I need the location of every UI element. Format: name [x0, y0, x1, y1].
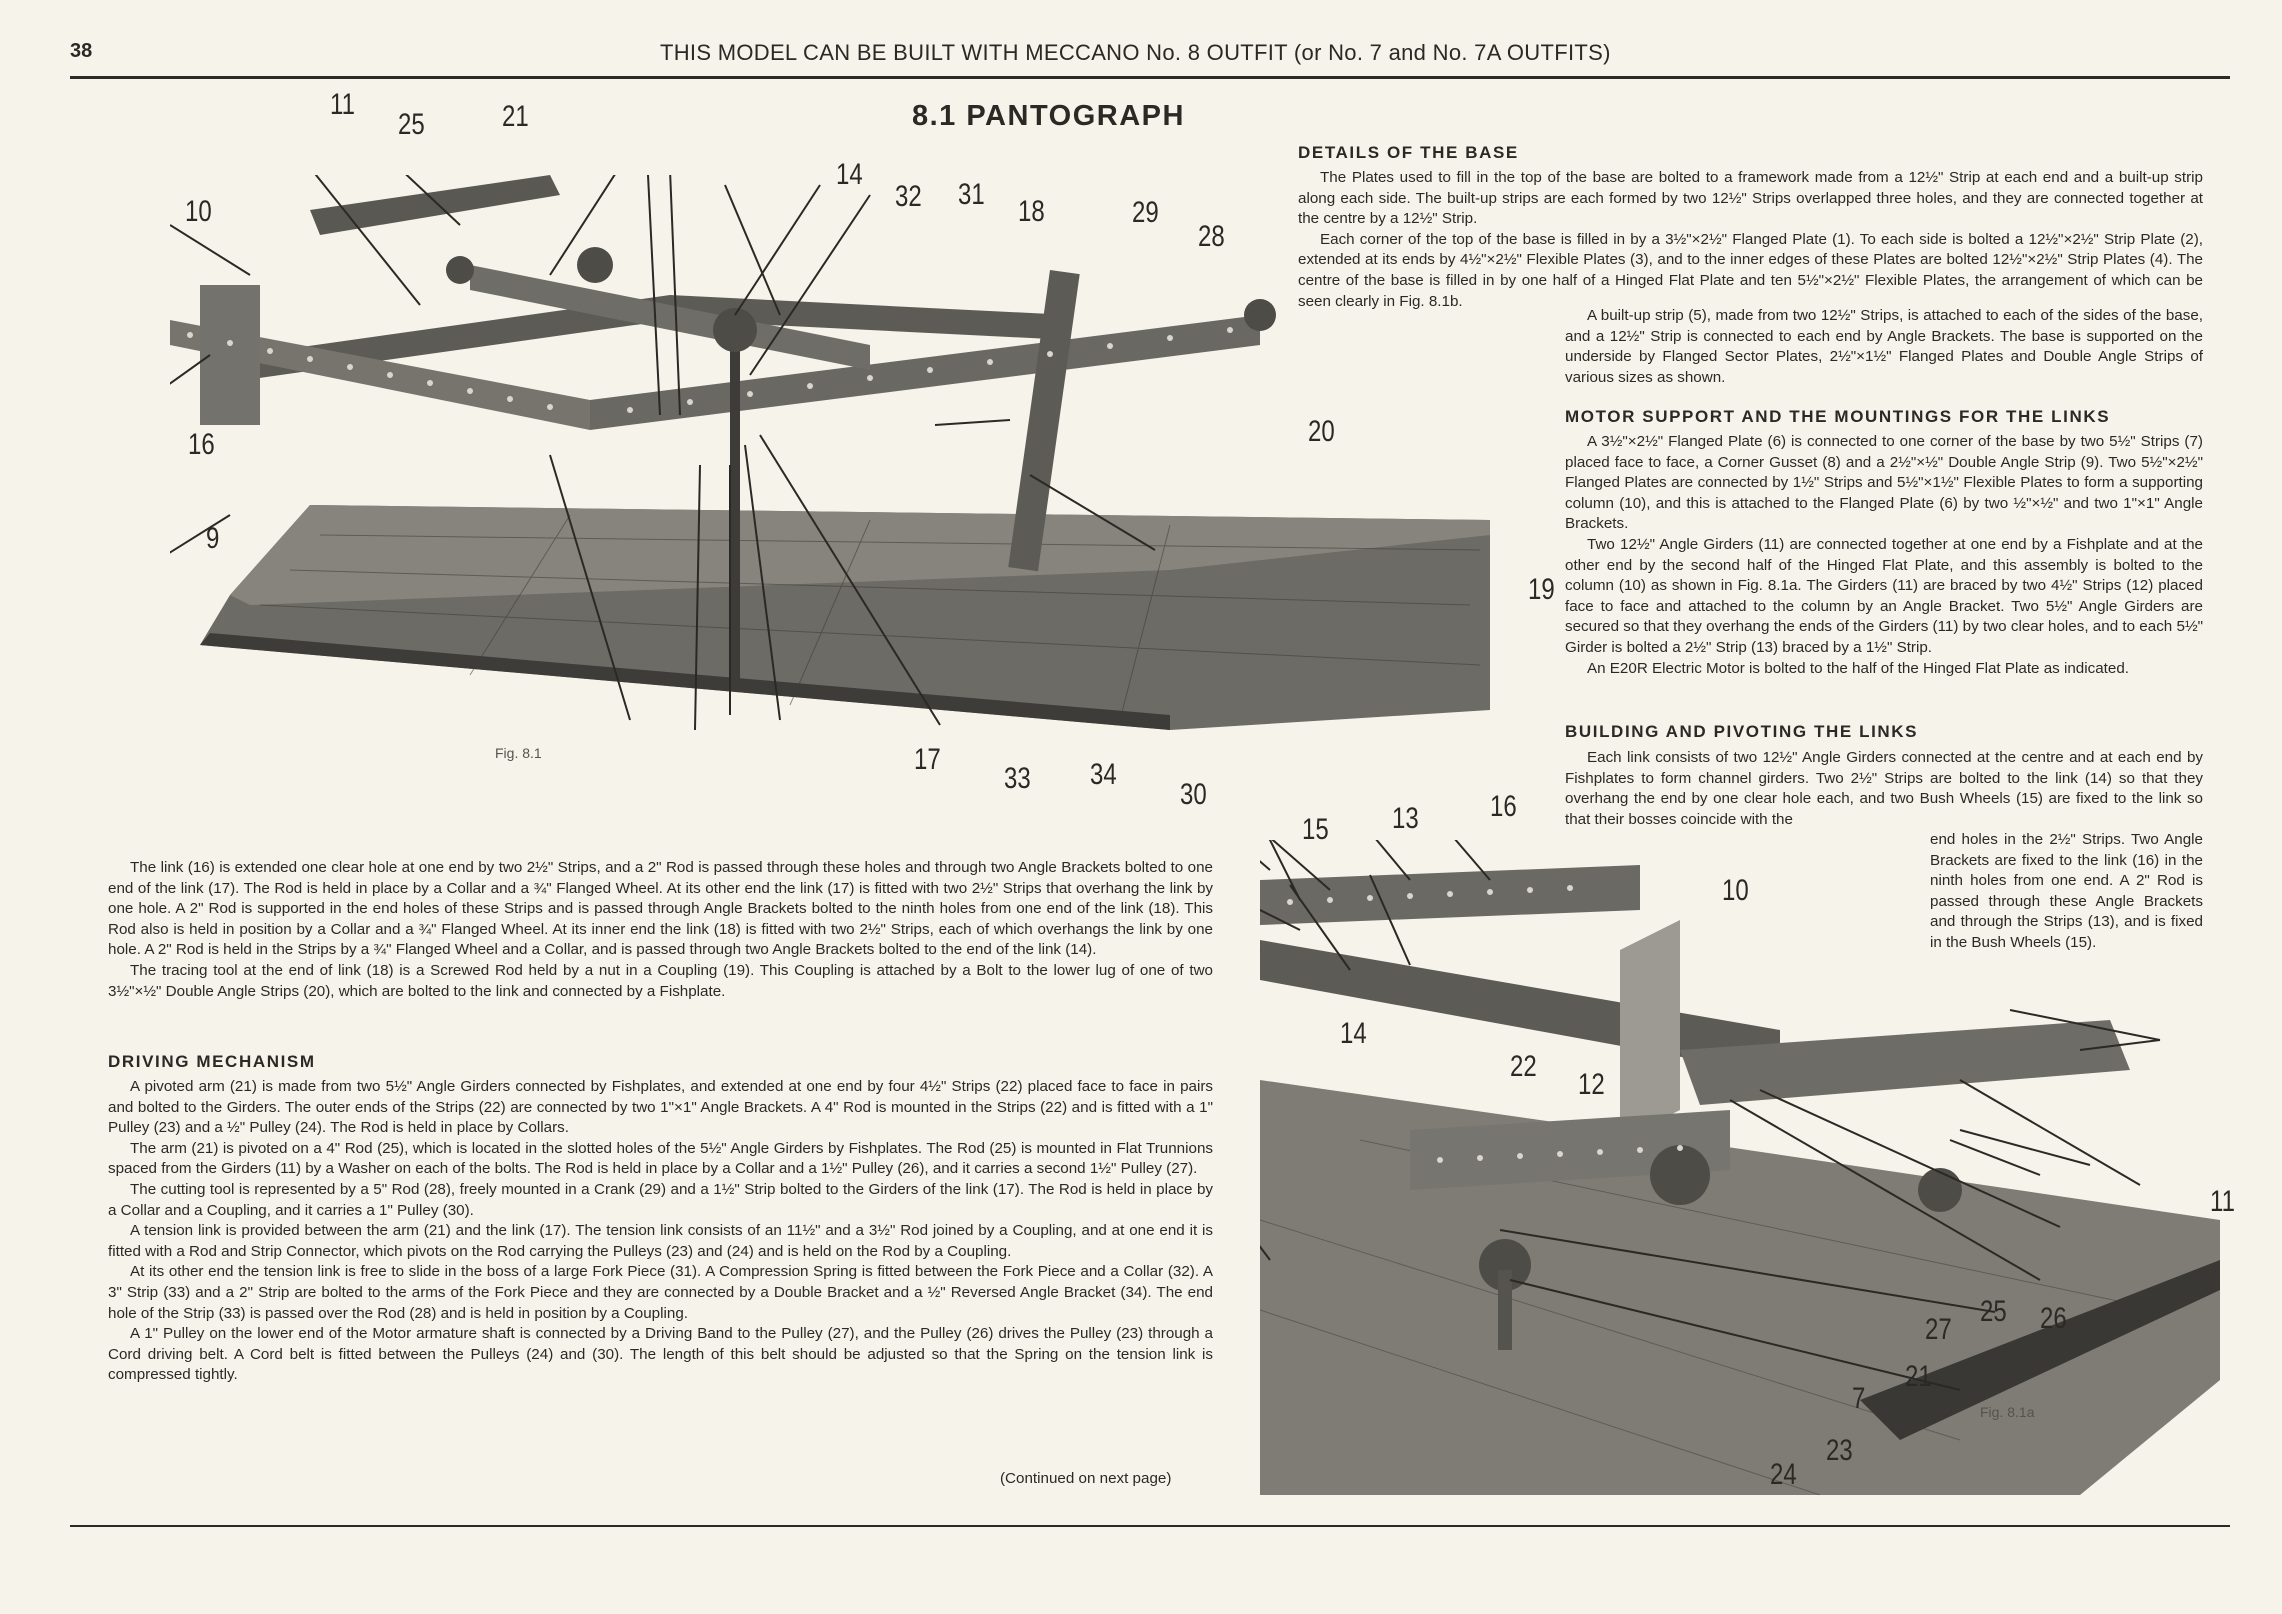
callout-19: 19: [1528, 573, 1555, 606]
motor-support-text: A 3½"×2½" Flanged Plate (6) is connected to one corner of the base by two 5½" Strips (7) placed face to face, a Corner Gusset (8) and a 2½"×½" Double Angle Strip (9). Two 5½"×2½" Flanged Plates are connected by 1½" Strips and 5½"×1½" Flexible Plates to form a supporting column (10), and this is attached to the Flanged Plate (6) by two ½"×½" and two 1"×1" Angle Brackets. Two 12½" Angle Girders (11) are connected together at one end by a Fishplate and at the other end by the second half of the Hinged Flat Plate, and this assembly is bolted to the column (10) as shown in Fig. 8.1a. The Girders (11) are braced by two 4½" Strips (12) placed face to face and attached to the column by an Angle Bracket. Two 5½" Angle Girders are secured so that they overhang the ends of the Girders (11) by two clear holes, and to each 5½" Girder is bolted a 2½" Strip (13) braced by a 1½" Strip. An E20R Electric Motor is bolted to the half of the Hinged Flat Plate as indicated.: [1565, 433, 2203, 677]
callout-15: 15: [1302, 813, 1329, 846]
footer-rule: [70, 1525, 2230, 1527]
callout-25-a: 25: [1980, 1295, 2007, 1328]
callout-12: 12: [1578, 1068, 1605, 1101]
callout-31: 31: [958, 178, 985, 211]
heading-driving-mechanism: DRIVING MECHANISM: [108, 1052, 316, 1071]
callout-9: 9: [206, 522, 220, 555]
callout-21: 21: [502, 100, 529, 133]
model-title: 8.1 PANTOGRAPH: [912, 100, 1185, 132]
details-base-text-top: The Plates used to fill in the top of the base are bolted to a framework made from a 12½" Strip at each end and a built-up strip along each side. The built-up strips are each formed by two 12½" Strips overlapped three holes, and they are connected together at the centre by a 12½" Strip. Each corner of the top of the base is filled in by a 3½"×2½" Flanged Plate (1). To each side is bolted a 12½"×2½" Strip Plate (2), extended at its ends by 4½"×2½" Flexible Plates (3), and to the inner edges of these Plates are bolted 12½"×2½" Strip Plates (4). The centre of the base is filled in by one half of a Hinged Flat Plate and ten 5½"×2½" Flexible Plates, the arrangement of which can be seen clearly in Fig. 8.1b.: [1298, 169, 2203, 310]
building-links-text-top: Each link consists of two 12½" Angle Girders connected at the centre and at each end by Fishplates to form channel girders. Two 2½" Strips are bolted to the link (14) so that they overhang the end by one clear hole each, and two Bush Wheels (15) are fixed to the link so that their bosses coincide with the: [1565, 749, 2203, 828]
base-plate-a: [1260, 1080, 2220, 1495]
callout-25: 25: [398, 108, 425, 141]
callout-20: 20: [1308, 415, 1335, 448]
callout-13: 13: [1392, 802, 1419, 835]
driving-mechanism-text: A pivoted arm (21) is made from two 5½" Angle Girders connected by Fishplates, and extended at one end by four 4½" Strips (22) placed face to face in pairs and bolted to the Girders. The outer ends of the Strips (22) are connected by two 1"×1" Angle Brackets. A 4" Rod is mounted in the Strips (22) and is fitted with a 1" Pulley (23) and a ½" Pulley (24). The Rod is held in place by Collars. The arm (21) is pivoted on a 4" Rod (25), which is located in the slotted holes of the 5½" Angle Girders by Fishplates. The Rod (25) is mounted in Flat Trunnions spaced from the Girders (11) by a Washer on each of the bolts. The Rod is held in place by a Collar and a 1½" Pulley (26), and it carries a second 1½" Pulley (27). The cutting tool is represented by a 5" Rod (28), freely mounted in a Crank (29) and a 1½" Strip bolted to the Girders of the link (17). The Rod is held in place by a Collar and a Coupling, and it carries a 1" Pulley (30). A tension link is provided between the arm (21) and the link (17). The tension link consists of an 11½" and a 3½" Rod joined by a Coupling, and at one end it is fitted with a Rod and Strip Connector, which pivots on the Rod carrying the Pulleys (23) and (24) and is held on the Rod by a Coupling. At its other end the tension link is free to slide in the boss of a large Fork Piece (31). A Compression Spring is fitted between the Fork Piece and a Collar (32). A 3" Strip (33) and a 2" Strip are bolted to the arms of the Fork Piece and they are connected by a Double Bracket and a ½" Reversed Angle Bracket (34). The end hole of the Strip (33) is passed over the Rod (28) and is held in position by a Coupling. A 1" Pulley on the lower end of the Motor armature shaft is connected by a Driving Band to the Pulley (27), and the Pulley (26) drives the Pulley (23) through a Cord driving belt. A Cord belt is fitted between the Pulleys (24) and (30). The length of this belt should be adjusted so that the Spring on the tension link is compressed tightly.: [108, 1078, 1213, 1384]
callout-14-a: 14: [1340, 1017, 1367, 1050]
figure-8-1a-photo: [1260, 840, 2220, 1495]
callout-14: 14: [836, 158, 863, 191]
tool-rod-28: [730, 325, 740, 685]
callout-16-a: 16: [1490, 790, 1517, 823]
callout-18: 18: [1018, 195, 1045, 228]
callout-11-a: 11: [2210, 1185, 2235, 1218]
header-rule: [70, 76, 2230, 79]
callout-21-a: 21: [1905, 1360, 1932, 1393]
figure-8-1-caption: Fig. 8.1: [495, 745, 542, 761]
pulley-27: [1918, 1168, 1962, 1212]
callout-29: 29: [1132, 196, 1159, 229]
heading-building-links: BUILDING AND PIVOTING THE LINKS: [1565, 722, 1919, 741]
callout-27: 27: [1925, 1313, 1952, 1346]
callout-23: 23: [1826, 1434, 1853, 1467]
details-base-text-indented: A built-up strip (5), made from two 12½" Strips, is attached to each of the sides of the base, and a 12½" Strip is connected to each end by Angle Brackets. The base is supported on the underside by Flanged Sector Plates, 2½"×1½" Flanged Plates and Double Angle Strips of various sizes as shown.: [1565, 307, 2203, 386]
callout-26: 26: [2040, 1302, 2067, 1335]
callout-32: 32: [895, 180, 922, 213]
running-title: THIS MODEL CAN BE BUILT WITH MECCANO No. 8 OUTFIT (or No. 7 and No. 7A OUTFITS): [660, 40, 1611, 65]
heading-motor-support: MOTOR SUPPORT AND THE MOUNTINGS FOR THE LINKS: [1565, 407, 2111, 426]
callout-10-a: 10: [1722, 874, 1749, 907]
callout-11: 11: [330, 88, 355, 121]
callout-7: 7: [1852, 1382, 1866, 1415]
column-10-a: [1620, 920, 1680, 1140]
callout-10: 10: [185, 195, 212, 228]
callout-33: 33: [1004, 762, 1031, 795]
callout-28: 28: [1198, 220, 1225, 253]
heading-details-base: DETAILS OF THE BASE: [1298, 143, 1519, 162]
continued-note: (Continued on next page): [1000, 1470, 1172, 1487]
callout-16: 16: [188, 428, 215, 461]
callout-17: 17: [914, 743, 941, 776]
callout-22: 22: [1510, 1050, 1537, 1083]
callout-24: 24: [1770, 1458, 1797, 1491]
page-number: 38: [70, 40, 93, 62]
building-links-text-rest: end holes in the 2½" Strips. Two Angle Brackets are fixed to the link (16) in the ninth holes from one end. A 2" Rod is passed through these Angle Brackets and through the Strips (13), and is fixed in the Bush Wheels (15).: [1930, 831, 2203, 951]
arm-21: [310, 175, 560, 235]
figure-8-1a-caption: Fig. 8.1a: [1980, 1404, 2035, 1420]
callout-30: 30: [1180, 778, 1207, 811]
callout-34: 34: [1090, 758, 1117, 791]
pulley-26: [1650, 1145, 1710, 1205]
link-extension-text: The link (16) is extended one clear hole at one end by two 2½" Strips, and a 2" Rod is passed through these holes and through two Angle Brackets bolted to one end of the link (17). The Rod is held in place by a Collar and a ¾" Flanged Wheel. At its other end the link (17) is fitted with two 2½" Strips that overhang the link by one hole. A 2" Rod is supported in the end holes of these Strips and is passed through Angle Brackets bolted to the ninth holes from one end of the link (18). This Rod also is held in position by a Collar and a ¾" Flanged Wheel. At its inner end the link (18) is fitted with two 2½" Strips, each of which overhangs the link by one hole. A 2" Rod is held in the Strips by a ¾" Flanged Wheel and a Collar, and is passed through two Angle Brackets bolted to the end of the link (14). The tracing tool at the end of link (18) is a Screwed Rod held by a nut in a Coupling (19). This Coupling is attached by a Bolt to the lower lug of one of two 3½"×½" Double Angle Strips (20), which are bolted to the link and connected by a Fishplate.: [108, 859, 1213, 1000]
